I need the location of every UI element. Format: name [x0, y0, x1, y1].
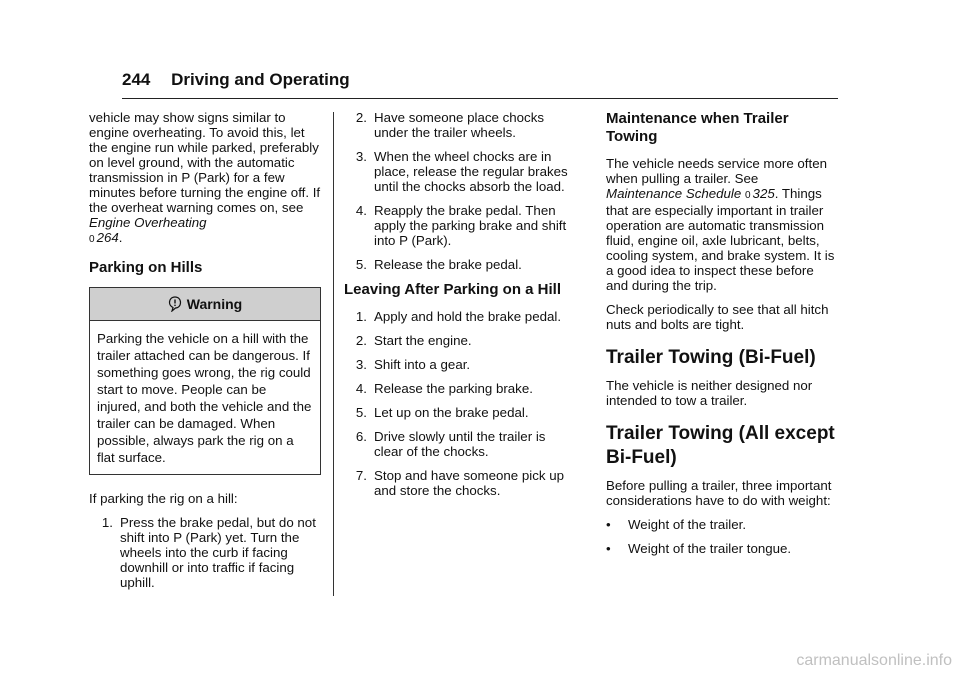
column-3 [606, 110, 838, 565]
page-number: 244 [122, 70, 151, 89]
bullet-text: Weight of the trailer. [628, 517, 747, 532]
hitch-check-paragraph: Check periodically to see that all hitch nuts and bolts are tight. [606, 302, 829, 332]
step-text: Reapply the brake pedal. Then apply the parking brake and shift into P (Park). [374, 203, 567, 248]
list-item [89, 515, 321, 590]
warning-title: Warning [186, 295, 243, 312]
step-number: 4. [355, 381, 367, 396]
heading-leaving-after-parking: Leaving After Parking on a Hill [344, 281, 561, 298]
maintenance-text-b: . Things that are especially important in trailer operation are automatic transmission fluid, engine oil, axle lubricant, belts, cooling system, and brake system. It is a good idea to inspect these before and during the trip. [606, 186, 835, 293]
list-item [606, 517, 838, 532]
warning-box [89, 287, 321, 475]
step-number: 5. [355, 257, 367, 272]
maintenance-paragraph [606, 156, 838, 293]
step-text: Have someone place chocks under the trailer wheels. [374, 110, 544, 140]
step-number: 3. [355, 357, 367, 372]
step-text: Release the parking brake. [374, 381, 533, 396]
step-number: 5. [355, 405, 367, 420]
bullet: • [606, 541, 611, 556]
heading-trailer-towing-all-except: Trailer Towing (All except Bi-Fuel) [606, 423, 835, 468]
heading-maintenance-towing: Maintenance when Trailer Towing [606, 110, 789, 145]
list-item [344, 203, 576, 248]
warning-icon [168, 296, 182, 312]
list-item [344, 468, 576, 498]
parking-steps-continued [344, 110, 576, 272]
warning-header [90, 288, 320, 321]
bullet-text: Weight of the trailer tongue. [628, 541, 792, 556]
list-item [344, 257, 576, 272]
ref-engine-overheating[interactable]: Engine Overheating [89, 215, 207, 230]
page-ref-icon: 0 [89, 234, 95, 245]
list-item [344, 429, 576, 459]
intro-text: vehicle may show signs similar to engine overheating. To avoid this, let the engine run while parked, preferably on level ground, with the automatic transmission in P (Park) for a few minutes before turning the engine off. If the overheat warning comes on, see [89, 110, 321, 215]
bullet: • [606, 517, 611, 532]
list-item [344, 357, 576, 372]
step-number: 2. [355, 333, 367, 348]
column-2 [344, 110, 576, 507]
maintenance-text-a: The vehicle needs service more often when pulling a trailer. See [606, 156, 827, 186]
column-divider [333, 112, 334, 596]
step-text: Apply and hold the brake pedal. [374, 309, 562, 324]
hill-intro: If parking the rig on a hill: [89, 491, 238, 506]
step-number: 1. [101, 515, 113, 530]
bifuel-paragraph: The vehicle is neither designed nor intended to tow a trailer. [606, 378, 813, 408]
parking-steps-list [89, 515, 321, 590]
step-text: Release the brake pedal. [374, 257, 522, 272]
list-item [344, 309, 576, 324]
column-1 [89, 110, 321, 599]
list-item [606, 541, 838, 556]
section-title: Driving and Operating [171, 70, 350, 89]
step-text: Shift into a gear. [374, 357, 471, 372]
step-number: 1. [355, 309, 367, 324]
intro-paragraph: vehicle may show signs similar to engine overheating. To avoid this, let the engine run while parked, preferably on level ground, with the automatic transmission in P (Park) for a few minutes before turning the engine off. If the overheat warning comes on, see Engine Overheating 0 264. [89, 110, 321, 245]
step-number: 3. [355, 149, 367, 164]
weight-intro-paragraph: Before pulling a trailer, three important considerations have to do with weight: [606, 478, 832, 508]
list-item [344, 333, 576, 348]
list-item [344, 110, 576, 140]
leaving-steps-list [344, 309, 576, 498]
warning-text: Parking the vehicle on a hill with the trailer attached can be dangerous. If something goes wrong, the rig could start to move. People can be injured, and both the vehicle and the trailer can be damaged. When possible, always park the rig on a flat surface. [97, 331, 312, 465]
weight-bullets [606, 517, 838, 556]
heading-parking-on-hills: Parking on Hills [89, 259, 203, 276]
page-header [122, 70, 350, 90]
list-item [344, 405, 576, 420]
ref-maintenance-schedule[interactable]: Maintenance Schedule [606, 186, 742, 201]
step-text: Drive slowly until the trailer is clear of the chocks. [374, 429, 546, 459]
list-item [344, 149, 576, 194]
step-text: Stop and have someone pick up and store the chocks. [374, 468, 564, 498]
header-rule [122, 98, 838, 99]
step-number: 7. [355, 468, 367, 483]
list-item [344, 381, 576, 396]
step-text: When the wheel chocks are in place, release the regular brakes until the chocks absorb the load. [374, 149, 568, 194]
heading-trailer-towing-bifuel: Trailer Towing (Bi-Fuel) [606, 347, 816, 368]
ref-page-264[interactable]: 264 [96, 230, 119, 245]
watermark: carmanualsonline.info [796, 652, 952, 669]
step-number: 2. [355, 110, 367, 125]
step-text: Press the brake pedal, but do not shift into P (Park) yet. Turn the wheels into the curb if facing downhill or into traffic if facing uphill. [120, 515, 316, 590]
step-number: 4. [355, 203, 367, 218]
page-ref-icon: 0 [744, 190, 751, 201]
step-number: 6. [355, 429, 367, 444]
ref-page-325[interactable]: 325 [752, 186, 775, 201]
step-text: Start the engine. [374, 333, 472, 348]
step-text: Let up on the brake pedal. [374, 405, 529, 420]
